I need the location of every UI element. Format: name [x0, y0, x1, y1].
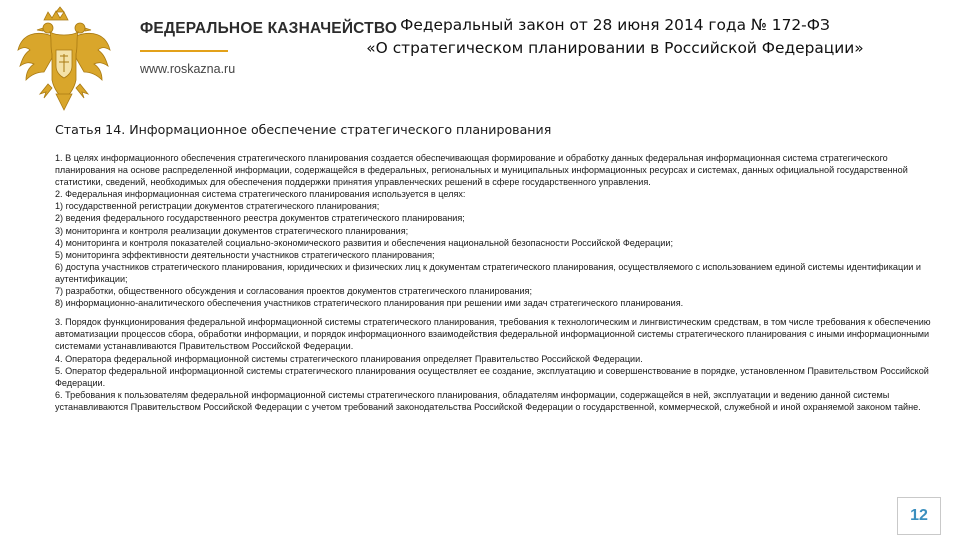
paragraph-4: 4. Оператора федеральной информационной системы стратегического планирования определяет Правительство Российской Федерации.	[55, 353, 643, 364]
emblem-logo	[14, 6, 114, 112]
page-number: 12	[897, 497, 941, 535]
paragraph-1: 1. В целях информационного обеспечения стратегического планирования создается обеспечивающая формирование и обработку данных федеральная информационная система стратегического планирования на основе распределенной информации, содержащейся в федеральных, региональных и муниципальных информационных ресурсах и системах, данных официальной государственной статистики, сведений, необходимых для обеспечения поддержки принятия управленческих решений в сфере государственного управления.	[55, 153, 908, 188]
accent-divider	[140, 50, 228, 52]
title-line-2: «О стратегическом планировании в Российской Федерации»	[366, 39, 864, 57]
article-body	[55, 152, 935, 413]
title-line-1: Федеральный закон от 28 июня 2014 года № 172-ФЗ	[400, 16, 830, 34]
list-item: 5) мониторинга эффективности деятельности участников стратегического планирования;	[55, 249, 435, 260]
list-item: 1) государственной регистрации документов стратегического планирования;	[55, 201, 380, 212]
list-item: 8) информационно-аналитического обеспечения участников стратегического планирования при решении ими задач стратегического планирования.	[55, 298, 684, 309]
paragraph-3: 3. Порядок функционирования федеральной информационной системы стратегического планирования, требования к технологическим и лингвистическим средствам, в том числе требования к обеспечению автоматизации процессов сбора, обработки информации, и порядок информационного взаимодействия федеральной информационной системы стратегического планирования с иными информационными системами устанавливаются Правительством Российской Федерации.	[55, 317, 931, 352]
paragraph-2-intro: 2. Федеральная информационная система стратегического планирования используется в целях:	[55, 189, 466, 200]
organization-name: ФЕДЕРАЛЬНОЕ КАЗНАЧЕЙСТВО	[140, 20, 398, 37]
list-item: 2) ведения федерального государственного реестра документов стратегического планирования;	[55, 213, 465, 224]
organization-block	[140, 20, 398, 76]
list-item: 4) мониторинга и контроля показателей социально-экономического развития и обеспечения национальной безопасности Российской Федерации;	[55, 237, 673, 248]
list-item: 6) доступа участников стратегического планирования, юридических и физических лиц к документам стратегического планирования, осуществляемого с использованием единой системы идентификации и аутентификации;	[55, 261, 921, 284]
organization-website: www.roskazna.ru	[140, 62, 236, 76]
article-heading: Статья 14. Информационное обеспечение стратегического планирования	[55, 122, 552, 137]
list-item: 3) мониторинга и контроля реализации документов стратегического планирования;	[55, 225, 409, 236]
paragraph-5: 5. Оператор федеральной информационной системы стратегического планирования осуществляет ее создание, эксплуатацию и совершенствование в порядке, установленном Правительством Российской Федерации.	[55, 365, 929, 388]
paragraph-6: 6. Требования к пользователям федеральной информационной системы стратегического планирования, обладателям информации, содержащейся в ней, эксплуатации и ведению данной системы устанавливаются Правительством Российской Федерации с учетом требований законодательства Российской Федерации о государственной, коммерческой, служебной и иной охраняемой законом тайне.	[55, 389, 921, 412]
list-item: 7) разработки, общественного обсуждения и согласования проектов документов стратегического планирования;	[55, 286, 532, 297]
slide-title	[330, 14, 900, 60]
paragraph-2	[55, 188, 935, 309]
